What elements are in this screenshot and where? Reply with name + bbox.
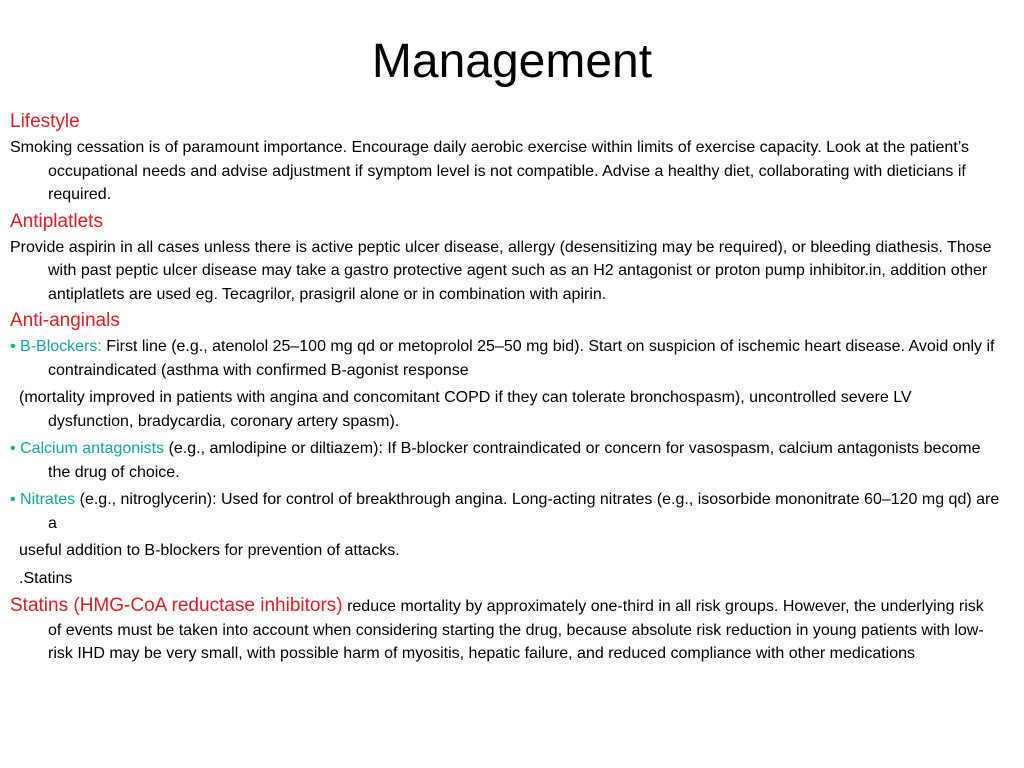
bblockers-label: • B-Blockers: [10, 338, 102, 355]
slide-content [10, 110, 1000, 666]
nitrates-continuation: useful addition to B-blockers for prevention of attacks. [19, 542, 400, 559]
slide-title: Management [371, 35, 653, 88]
statins-item [10, 594, 1000, 666]
antiplatlets-heading: Antiplatlets [10, 210, 103, 232]
calcium-label: • Calcium antagonists [10, 440, 165, 457]
calcium-item [10, 437, 1000, 484]
statins-label: Statins (HMG-CoA reductase inhibitors) [10, 595, 343, 616]
bblockers-item [10, 335, 1000, 382]
antiplatlets-text: Provide aspirin in all cases unless there is active peptic ulcer disease, allergy (desensitizing may be required), or bleeding diathesis. Those with past peptic ulcer disease may take a gastro protective agent such as an H2 antagonist or proton pump inhibitor.in, addition other antiplatlets are used eg. Tecagrilor, prasigril alone or in combination with apirin. [10, 238, 992, 303]
calcium-text: (e.g., amlodipine or diltiazem): If B-blocker contraindicated or concern for vasospasm, calcium antagonists become the drug of choice. [48, 440, 981, 481]
lifestyle-text: Smoking cessation is of paramount importance. Encourage daily aerobic exercise within limits of exercise capacity. Look at the patient’s occupational needs and advise adjustment if symptom level is not compatible. Advise a healthy diet, collaborating with dieticians if required. [10, 139, 969, 203]
nitrates-text: (e.g., nitroglycerin): Used for control of breakthrough angina. Long-acting nitrates (e.g., isosorbide mononitrate 60–120 mg qd) are a [48, 491, 1000, 532]
antianginals-heading: Anti-anginals [10, 310, 120, 331]
nitrates-label: • Nitrates [10, 491, 76, 508]
lifestyle-heading: Lifestyle [10, 111, 80, 132]
statins-text: reduce mortality by approximately one-third in all risk groups. However, the underlying risk of events must be taken into account when considering starting the drug, because absolute risk reduction in young patients with low-risk IHD may be very small, with possible harm of myositis, hepatic failure, and reduced compliance with other medications [48, 598, 984, 662]
bblockers-text: First line (e.g., atenolol 25–100 mg qd or metoprolol 25–50 mg bid). Start on suspicion of ischemic heart disease. Avoid only if contraindicated (asthma with confirmed B-agonist response [48, 338, 995, 379]
nitrates-item [10, 488, 1000, 535]
bblockers-continuation: (mortality improved in patients with angina and concomitant COPD if they can tolerate bronchospasm), uncontrolled severe LV dysfunction, bradycardia, coronary artery spasm). [19, 389, 912, 430]
statins-marker-line: .Statins [19, 569, 73, 587]
